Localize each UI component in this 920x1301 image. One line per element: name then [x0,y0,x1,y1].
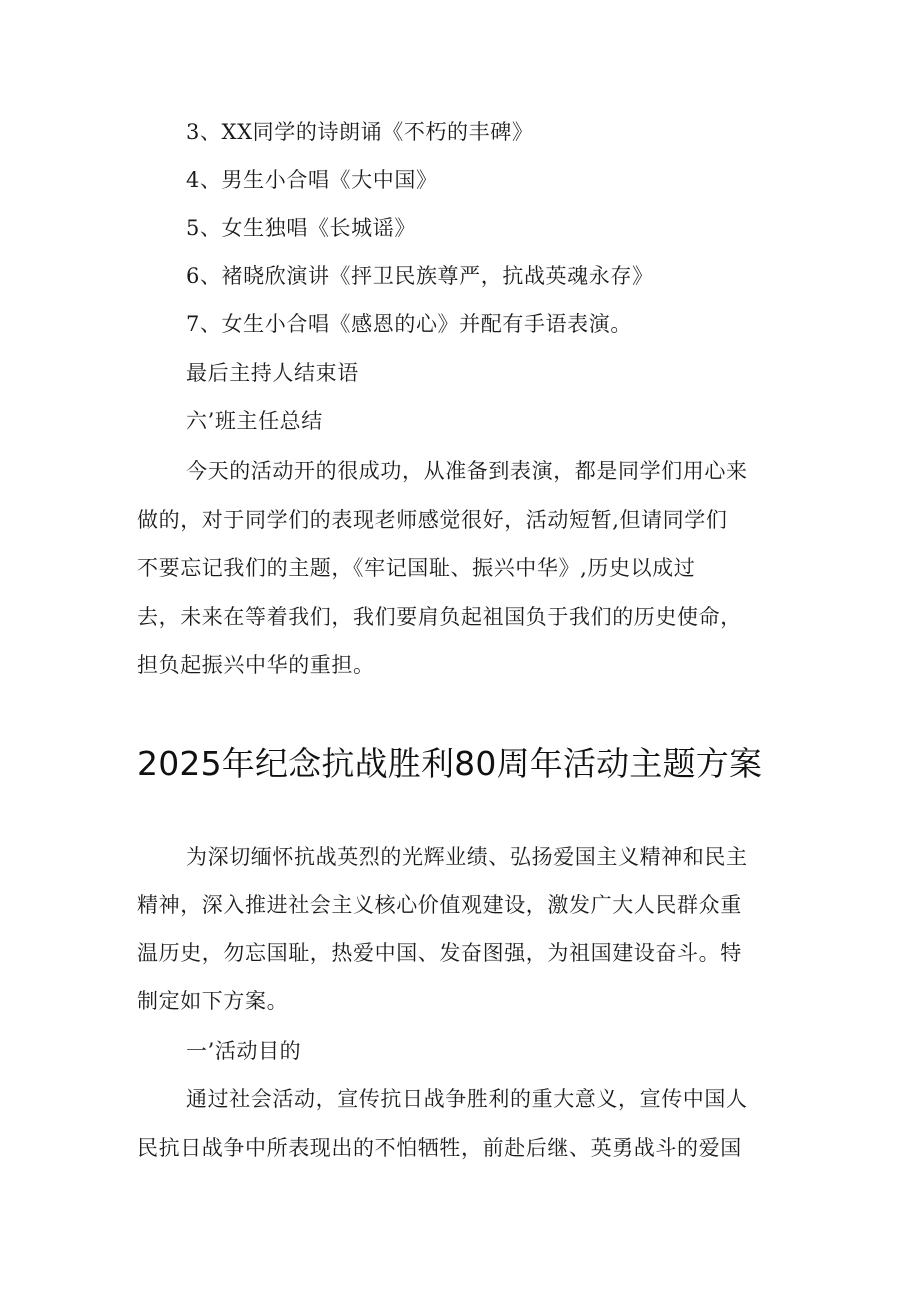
section-six-heading: 六’班主任总结 [186,409,323,433]
purpose-line: 通过社会活动，宣传抗日战争胜利的重大意义，宣传中国人 [186,1087,748,1111]
summary-line: 去，未来在等着我们，我们要肩负起祖国负于我们的历史使命， [137,605,742,629]
summary-line: 今天的活动开的很成功，从准备到表演，都是同学们用心来 [186,459,748,483]
purpose-line: 民抗日战争中所表现出的不怕牺牲，前赴后继、英勇战斗的爱国 [137,1136,742,1160]
summary-line: 担负起振兴中华的重担。 [137,653,375,677]
intro-line: 为深切缅怀抗战英烈的光辉业绩、弘扬爱国主义精神和民主 [186,845,748,869]
summary-line: 不要忘记我们的主题，《牢记国耻、振兴中华》,历史以成过 [137,556,696,580]
closing-remark: 最后主持人结束语 [186,361,359,385]
program-item-3: 3、XX同学的诗朗诵《不朽的丰碑》 [186,120,534,144]
program-item-5: 5、女生独唱《长城谣》 [186,216,416,240]
program-item-7: 7、女生小合唱《感恩的心》并配有手语表演。 [186,312,632,336]
intro-line: 制定如下方案。 [137,989,289,1013]
intro-line: 精神，深入推进社会主义核心价值观建设，激发广大人民群众重 [137,893,742,917]
section-one-heading: 一’活动目的 [186,1039,302,1063]
program-item-4: 4、男生小合唱《大中国》 [186,168,438,192]
summary-line: 做的，对于同学们的表现老师感觉很好，活动短暂,但请同学们 [137,508,728,532]
intro-line: 温历史，勿忘国耻，热爱中国、发奋图强，为祖国建设奋斗。特 [137,941,742,965]
program-item-6: 6、褚晓欣演讲《抨卫民族尊严，抗战英魂永存》 [186,264,654,288]
document-title: 2025年纪念抗战胜利80周年活动主题方案 [137,744,763,783]
